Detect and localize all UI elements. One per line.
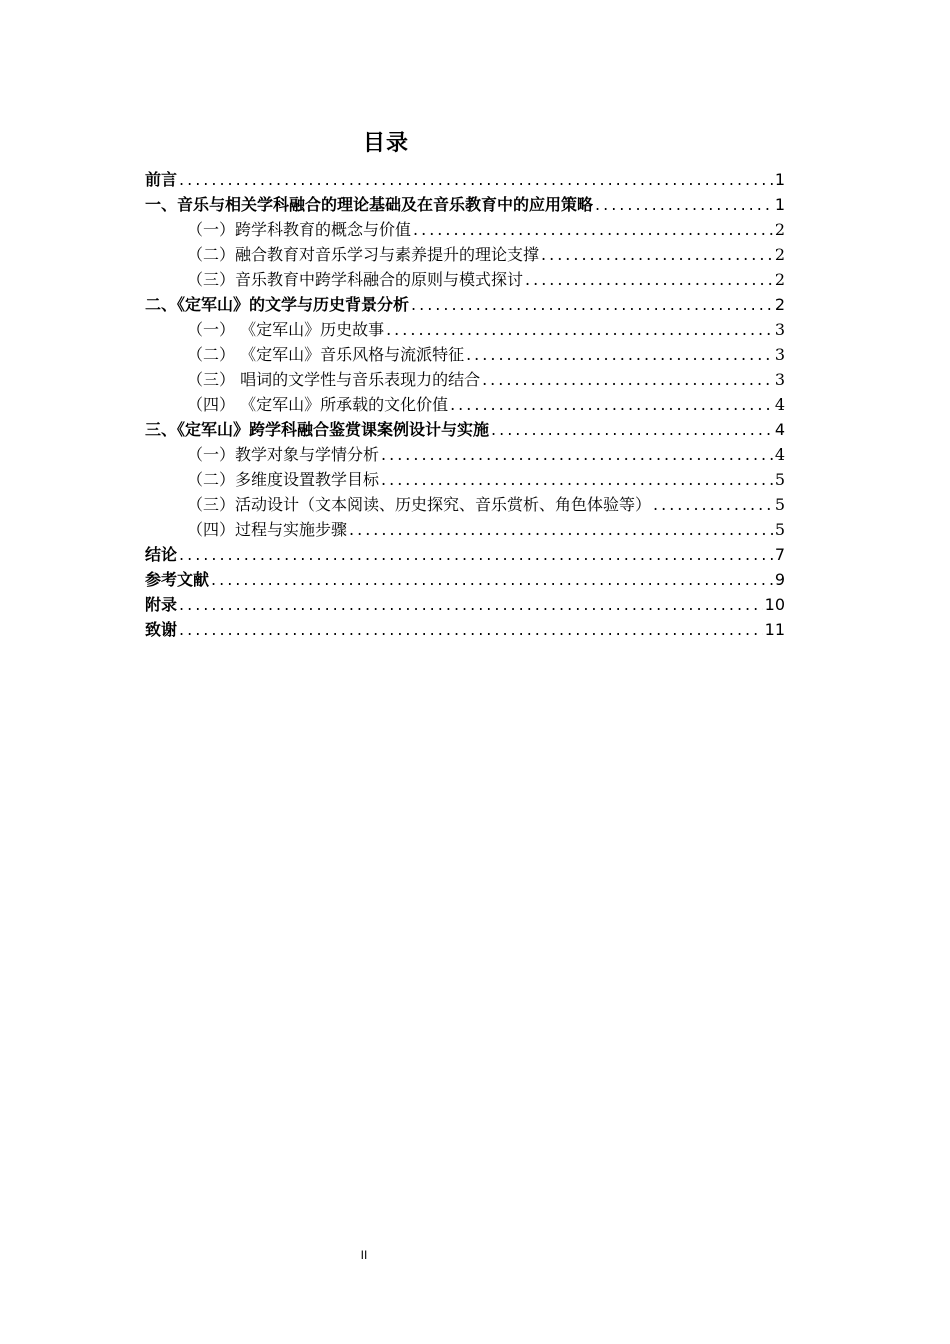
toc-leader-dots (466, 342, 773, 367)
toc-entry-page: 2 (774, 245, 785, 264)
table-of-contents (145, 167, 785, 642)
toc-entry-section[interactable] (145, 242, 785, 267)
toc-entry-page: 4 (774, 445, 785, 464)
toc-entry-page: 5 (774, 495, 785, 514)
toc-entry-page: 5 (774, 520, 785, 539)
toc-leader-dots (211, 567, 773, 592)
toc-entry-page: 2 (774, 270, 785, 289)
toc-entry-page: 2 (774, 220, 785, 239)
toc-entry-page: 4 (774, 420, 785, 439)
toc-leader-dots (595, 192, 773, 217)
toc-entry-chapter[interactable] (145, 292, 785, 317)
toc-entry-chapter[interactable] (145, 567, 785, 592)
toc-entry-page: 11 (764, 620, 785, 639)
toc-entry-text: 二、《定军山》的文学与历史背景分析 (145, 295, 410, 314)
toc-leader-dots (541, 242, 773, 267)
toc-entry-page: 7 (774, 545, 785, 564)
toc-entry-text: 附录 (145, 595, 178, 614)
toc-entry-text: （一）跨学科教育的概念与价值 (187, 220, 412, 239)
toc-entry-text: （二） 《定军山》音乐风格与流派特征 (187, 345, 465, 364)
toc-entry-chapter[interactable] (145, 592, 785, 617)
toc-entry-section[interactable] (145, 492, 785, 517)
toc-entry-text: （三）活动设计（文本阅读、历史探究、音乐赏析、角色体验等） (187, 495, 652, 514)
toc-leader-dots (653, 492, 773, 517)
toc-entry-section[interactable] (145, 367, 785, 392)
toc-entry-chapter[interactable] (145, 192, 785, 217)
toc-leader-dots (450, 392, 773, 417)
toc-entry-text: （三）音乐教育中跨学科融合的原则与模式探讨 (187, 270, 524, 289)
toc-entry-section[interactable] (145, 467, 785, 492)
toc-leader-dots (525, 267, 773, 292)
toc-leader-dots (413, 217, 773, 242)
toc-entry-text: 致谢 (145, 620, 178, 639)
toc-leader-dots (179, 617, 763, 642)
toc-title: 目录 (362, 131, 409, 156)
toc-entry-section[interactable] (145, 267, 785, 292)
toc-leader-dots (411, 292, 773, 317)
toc-entry-section[interactable] (145, 217, 785, 242)
toc-leader-dots (386, 317, 773, 342)
toc-entry-section[interactable] (145, 342, 785, 367)
toc-entry-page: 5 (774, 470, 785, 489)
toc-entry-text: 结论 (145, 545, 178, 564)
toc-leader-dots (179, 167, 773, 192)
toc-entry-chapter[interactable] (145, 617, 785, 642)
toc-leader-dots (179, 592, 763, 617)
toc-entry-page: 4 (774, 395, 785, 414)
toc-entry-text: （二）融合教育对音乐学习与素养提升的理论支撑 (187, 245, 540, 264)
toc-entry-text: 三、《定军山》跨学科融合鉴赏课案例设计与实施 (145, 420, 490, 439)
toc-leader-dots (179, 542, 773, 567)
toc-entry-text: （一）教学对象与学情分析 (187, 445, 380, 464)
toc-leader-dots (349, 517, 773, 542)
page-number: II (360, 1248, 368, 1262)
toc-entry-section[interactable] (145, 317, 785, 342)
toc-entry-text: （四）过程与实施步骤 (187, 520, 348, 539)
toc-leader-dots (381, 442, 773, 467)
toc-entry-text: 一、音乐与相关学科融合的理论基础及在音乐教育中的应用策略 (145, 195, 594, 214)
toc-entry-text: 前言 (145, 170, 178, 189)
toc-entry-chapter[interactable] (145, 417, 785, 442)
toc-entry-page: 3 (774, 345, 785, 364)
toc-entry-section[interactable] (145, 517, 785, 542)
toc-entry-page: 3 (774, 320, 785, 339)
toc-entry-text: （二）多维度设置教学目标 (187, 470, 380, 489)
toc-entry-page: 2 (774, 295, 785, 314)
toc-entry-page: 1 (774, 195, 785, 214)
toc-entry-page: 9 (774, 570, 785, 589)
toc-entry-page: 10 (764, 595, 785, 614)
toc-entry-section[interactable] (145, 392, 785, 417)
toc-entry-text: （一） 《定军山》历史故事 (187, 320, 385, 339)
toc-entry-text: 参考文献 (145, 570, 210, 589)
toc-leader-dots (482, 367, 773, 392)
toc-entry-chapter[interactable] (145, 167, 785, 192)
toc-leader-dots (491, 417, 773, 442)
toc-entry-text: （三） 唱词的文学性与音乐表现力的结合 (187, 370, 481, 389)
toc-leader-dots (381, 467, 773, 492)
toc-entry-chapter[interactable] (145, 542, 785, 567)
toc-entry-page: 3 (774, 370, 785, 389)
toc-entry-section[interactable] (145, 442, 785, 467)
toc-entry-text: （四） 《定军山》所承载的文化价值 (187, 395, 449, 414)
toc-entry-page: 1 (774, 170, 785, 189)
